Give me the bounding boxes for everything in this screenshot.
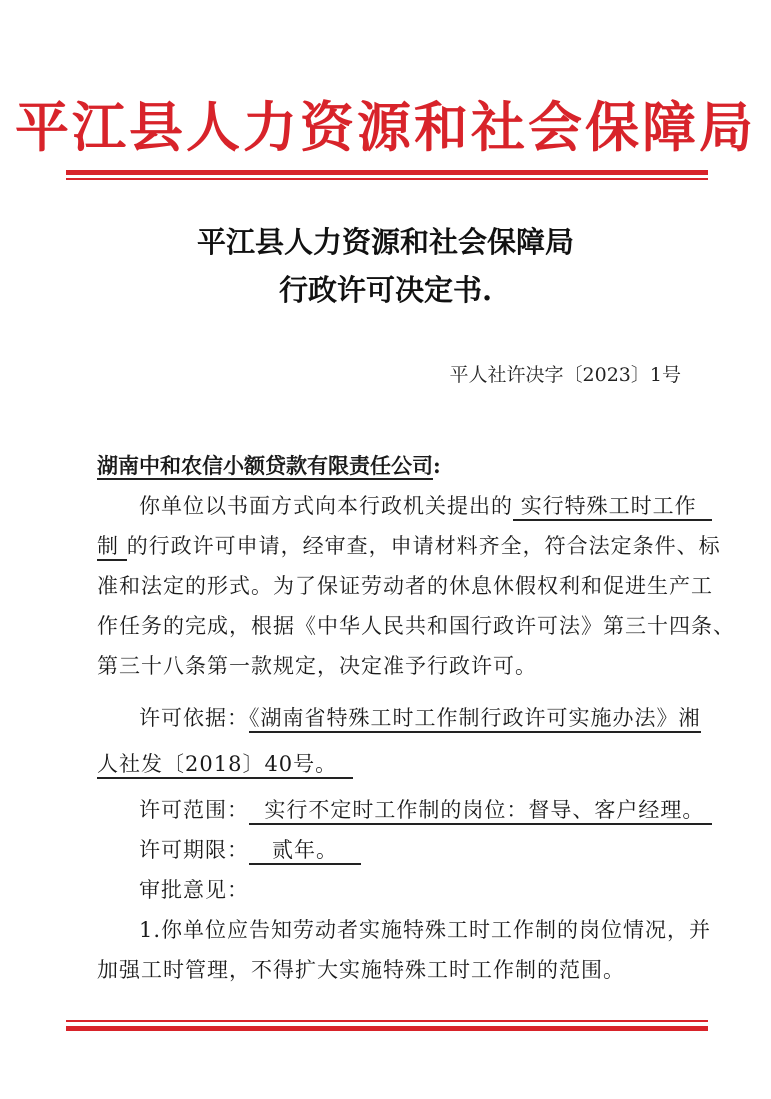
para1-line2-fill: 制 bbox=[97, 534, 127, 561]
para1-line1-prefix: 你单位以书面方式向本行政机关提出的 bbox=[139, 494, 513, 518]
para1-line1-fill: 实行特殊工时工作 bbox=[513, 494, 712, 521]
para1-line4: 作任务的完成，根据《中华人民共和国行政许可法》第三十四条、 bbox=[97, 614, 735, 638]
recipient-name: 湖南中和农信小额贷款有限责任公司 bbox=[97, 453, 433, 478]
para1-line1 bbox=[139, 490, 697, 522]
doc-title-type: 行政许可决定书. bbox=[278, 273, 493, 307]
para1-line3: 准和法定的形式。为了保证劳动者的休息休假权利和促进生产工 bbox=[97, 574, 713, 598]
basis-fill-line1: 《湖南省特殊工时工作制行政许可实施办法》湘 bbox=[249, 706, 701, 733]
doc-title-agency: 平江县人力资源和社会保障局 bbox=[196, 225, 574, 259]
basis-label: 许可依据： bbox=[139, 706, 249, 730]
opinion-item1-line2: 加强工时管理，不得扩大实施特殊工时工作制的范围。 bbox=[97, 958, 625, 982]
term-line bbox=[139, 834, 687, 866]
opinion-item1-line1: 1.你单位应告知劳动者实施特殊工时工作制的岗位情况，并 bbox=[139, 918, 712, 942]
recipient-line bbox=[97, 450, 441, 482]
scope-fill: 实行不定时工作制的岗位：督导、客户经理。 bbox=[249, 798, 712, 825]
para1-line5: 第三十八条第一款规定，决定准予行政许可。 bbox=[97, 654, 537, 678]
basis-line1 bbox=[139, 702, 701, 734]
letterhead-title: 平江县人力资源和社会保障局 bbox=[15, 95, 756, 159]
letterhead-rule-thick bbox=[66, 170, 708, 175]
opinion-label: 审批意见： bbox=[139, 878, 249, 902]
para1-line2-rest: 的行政许可申请，经审查，申请材料齐全，符合法定条件、标 bbox=[126, 534, 721, 558]
footer-rule-thin bbox=[66, 1020, 708, 1022]
term-label: 许可期限： bbox=[139, 838, 249, 862]
para1-line2 bbox=[97, 530, 721, 562]
document-number: 平人社许决字〔2023〕1号 bbox=[449, 364, 681, 386]
term-fill: 贰年。 bbox=[249, 838, 361, 865]
letterhead-rule-thin bbox=[66, 178, 708, 180]
basis-line2 bbox=[97, 748, 687, 780]
scope-label: 许可范围： bbox=[139, 798, 249, 822]
recipient-colon: : bbox=[433, 453, 441, 478]
footer-rule-thick bbox=[66, 1026, 708, 1031]
basis-fill-line2: 人社发〔2018〕40号。 bbox=[97, 752, 353, 779]
scope-line bbox=[139, 794, 705, 826]
